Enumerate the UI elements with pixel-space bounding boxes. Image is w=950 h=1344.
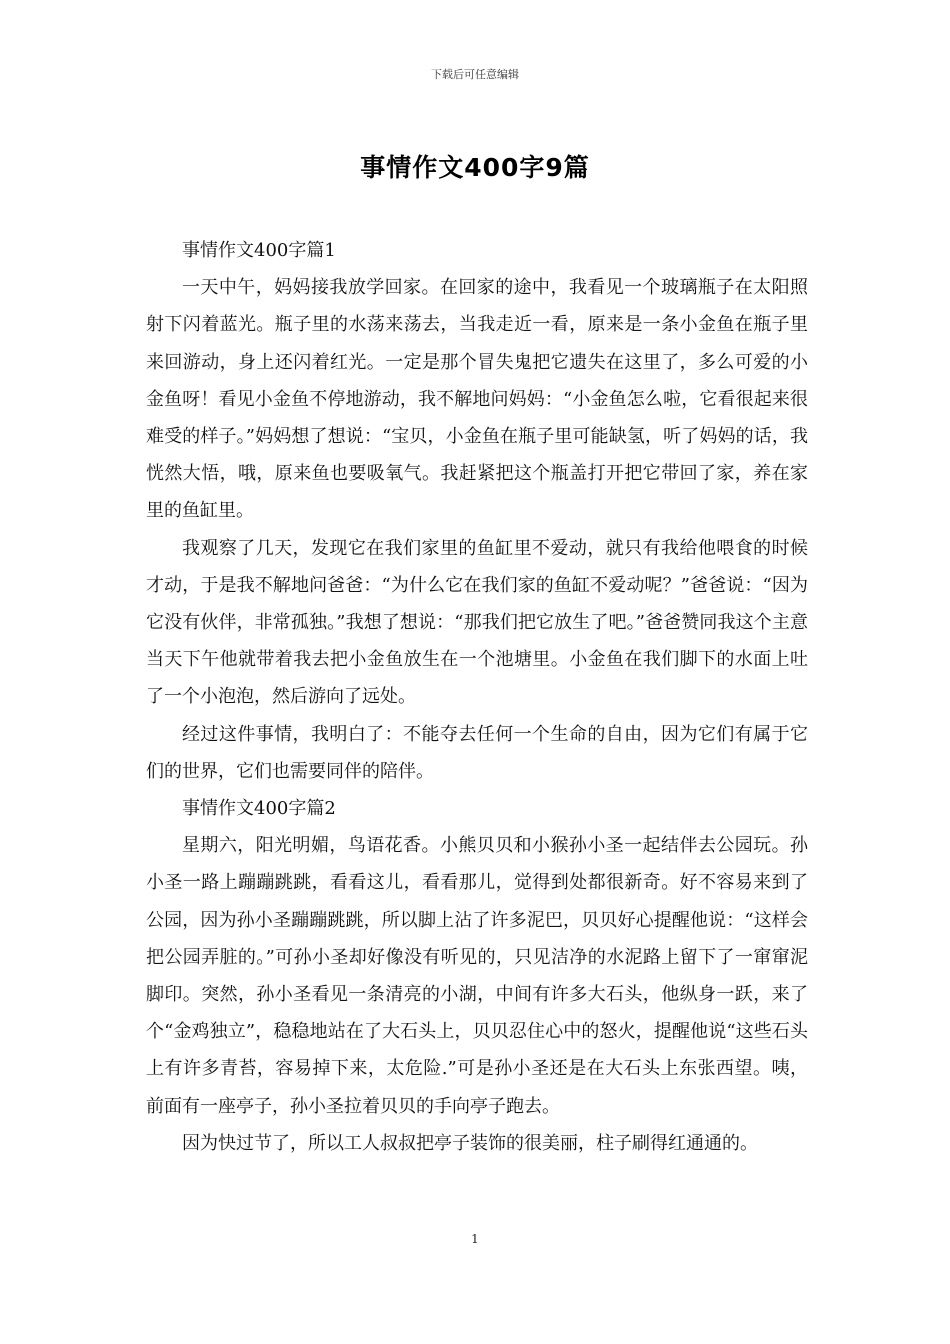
body-paragraph: 一天中午，妈妈接我放学回家。在回家的途中，我看见一个玻璃瓶子在太阳照射下闪着蓝光。瓶子里的水荡来荡去，当我走近一看，原来是一条小金鱼在瓶子里来回游动，身上还闪着红光。一定是那个冒失鬼把它遗失在这里了，多么可爱的小金鱼呀！看见小金鱼不停地游动，我不解地问妈妈：“小金鱼怎么啦，它看很起来很难受的样子。”妈妈想了想说：“宝贝，小金鱼在瓶子里可能缺氢，听了妈妈的话，我恍然大悟，哦，原来鱼也要吸氧气。我赶紧把这个瓶盖打开把它带回了家，养在家里的鱼缸里。 [146, 277, 808, 522]
section-heading-2: 事情作文400字篇2 [182, 798, 336, 820]
section-heading-1: 事情作文400字篇1 [182, 240, 336, 261]
document-title: 事情作文400字9篇 [360, 153, 590, 182]
body-paragraph: 星期六，阳光明媚，鸟语花香。小熊贝贝和小猴孙小圣一起结伴去公园玩。孙小圣一路上蹦蹦跳跳，看看这儿，看看那儿，觉得到处都很新奇。好不容易来到了公园，因为孙小圣蹦蹦跳跳，所以脚上沾了许多泥巴，贝贝好心提醒他说：“这样会把公园弄脏的。”可孙小圣却好像没有听见的，只见洁净的水泥路上留下了一窜窜泥脚印。突然，孙小圣看见一条清亮的小湖，中间有许多大石头，他纵身一跃，来了个“金鸡独立”，稳稳地站在了大石头上，贝贝忍住心中的怒火，提醒他说“这些石头上有许多青苔，容易掉下来，太危险.”可是孙小圣还是在大石头上东张西望。咦，前面有一座亭子，孙小圣拉着贝贝的手向亭子跑去。 [146, 835, 808, 1117]
body-paragraph: 我观察了几天，发现它在我们家里的鱼缸里不爱动，就只有我给他喂食的时候才动，于是我不解地问爸爸：“为什么它在我们家的鱼缸不爱动呢？”爸爸说：“因为它没有伙伴，非常孤独。”我想了想说：“那我们把它放生了吧。”爸爸赞同我这个主意当天下午他就带着我去把小金鱼放生在一个池塘里。小金鱼在我们脚下的水面上吐了一个小泡泡，然后游向了远处。 [146, 537, 808, 708]
document-body [146, 232, 808, 1162]
body-paragraph: 经过这件事情，我明白了：不能夺去任何一个生命的自由，因为它们有属于它们的世界，它们也需要同伴的陪伴。 [146, 723, 808, 782]
header-note: 下载后可任意编辑 [431, 68, 519, 81]
body-paragraph: 因为快过节了，所以工人叔叔把亭子装饰的很美丽，柱子刷得红通通的。 [182, 1132, 758, 1154]
page-number: 1 [471, 1232, 479, 1246]
